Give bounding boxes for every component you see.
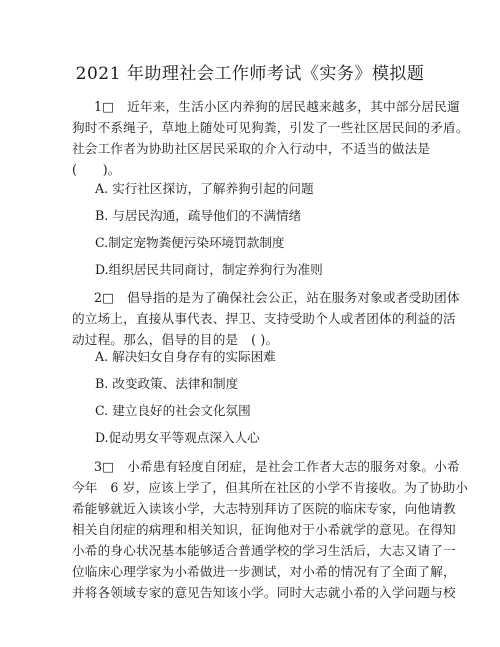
document-title: 2021 年助理社会工作师考试《实务》模拟题 <box>75 64 425 84</box>
question-3-line-6: 位临床心理学家为小希做进一步测试，对小希的情况有了全面了解， <box>72 564 456 579</box>
question-1-line-1: 1□ 近年来，生活小区内养狗的居民越来越多，其中部分居民遛 <box>94 99 460 114</box>
question-1-option-c: C.制定宠物粪便污染环境罚款制度 <box>95 235 285 250</box>
question-3-line-4: 相关自闭症的病理和相关知识，征询他对于小希就学的意见。在得知 <box>72 522 456 537</box>
question-3-line-2: 今年 6 岁，应该上学了，但其所在社区的小学不肯接收。为了协助小 <box>72 480 469 495</box>
question-1-option-b: B. 与居民沟通，疏导他们的不满情绪 <box>95 208 302 223</box>
question-1-line-4: ( )。 <box>72 162 121 177</box>
question-1-option-a: A. 实行社区探访，了解养狗引起的问题 <box>95 181 314 196</box>
question-2-line-2: 的立场上，直接从事代表、捍卫、支持受助个人或者团体的利益的活 <box>72 311 456 326</box>
question-2-option-c: C. 建立良好的社会文化氛围 <box>95 403 251 418</box>
question-1-line-3: 社会工作者为协助社区居民采取的介入行动中，不适当的做法是 <box>72 141 431 156</box>
question-2-line-1: 2□ 倡导指的是为了确保社会公正，站在服务对象或者受助团体 <box>94 290 460 305</box>
question-3-line-3: 希能够就近入读该小学，大志特别拜访了医院的临床专家，向他请教 <box>72 501 456 516</box>
question-2-option-d: D.促动男女平等观点深入人心 <box>95 430 260 445</box>
question-2-line-3: 动过程。那么，倡导的目的是 ( )。 <box>72 332 279 347</box>
question-2-stem <box>72 287 460 350</box>
question-1-line-2: 狗时不系绳子，草地上随处可见狗粪，引发了一些社区居民间的矛盾。 <box>72 120 469 135</box>
question-3-line-5: 小希的身心状况基本能够适合普通学校的学习生活后，大志又请了一 <box>72 543 456 558</box>
question-2-option-a: A. 解决妇女自身存有的实际困难 <box>95 349 276 364</box>
question-3-line-7: 并将各领域专家的意见告知该小学。同时大志就小希的入学问题与校 <box>72 585 456 600</box>
question-2-option-b: B. 改变政策、法律和制度 <box>95 376 239 391</box>
question-3-line-1: 3□ 小希患有轻度自闭症，是社会工作者大志的服务对象。小希 <box>94 459 460 474</box>
question-1-stem <box>72 96 469 180</box>
question-3-stem <box>72 456 469 603</box>
question-1-option-d: D.组织居民共同商讨，制定养狗行为准则 <box>95 262 323 277</box>
